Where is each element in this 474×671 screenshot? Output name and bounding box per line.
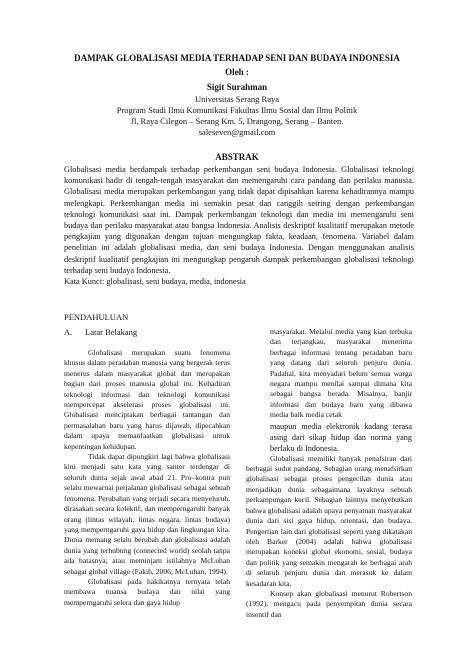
paper-title: DAMPAK GLOBALISASI MEDIA TERHADAP SENI DAN BUDAYA INDONESIA (74, 53, 400, 63)
abstract-text: Globalisasi media berdampak terhadap perkembangan seni budaya Indonesia. Globalisasi teknologi komunikasi hadir di tengah-tengah masyarakat dan memengaruhi cara pandang dan perilaku manusia. Globalisasi media merupakan perkembangan yang tidak dapat dipisahkan karena kehadirannya mampu melengkapi. Perkembangan media ini semakin pesat dan canggih seiring dengan perkembangan teknologi komunikasi saat ini. Dampak perkembangan teknologi dan media ini memengaruhi seni budaya dan perilaku masyarakat atau bangsa Indonesia. Analisis deskriptif kualitatif merupakan metode pengkajian yang digunakan dengan tujuan mengungkap fakta, keadaan, fenomena. Variabel dalam penelitian ini adalah globalisasi media, dan seni budaya Indonesia. Dengan menggunakan analisis deskriptif kualitatif pengkajian ini mengungkap pengaruh dampak perkembangan globalisasi teknologi terhadap seni budaya Indonesia. (64, 165, 414, 275)
abstract-body (64, 164, 414, 287)
keywords: Kata Kunci: globalisasi, seni budaya, media, indonesia (64, 277, 246, 287)
by-label: Oleh : (225, 67, 249, 77)
left-paragraph-3: Globalisasi pada hakikatnya ternyata telah membawa nuansa budaya dan nilai yang memperngaruhi selera dan gaya hidup (64, 576, 230, 607)
right-paragraph-1: masyarakat. Melalui media yang kian terbuka dan terjangkau, masyarakat menerima berbagai informasi tentang peradaban baru yang datang dari seluruh penjuru dunia. Padahal, kita menyadari belum semua warga negara mampu menilai sampai dimana kita sebagai bangsa berada. Misalnya, banjir informasi dan budaya baru yang dibawa media baik media cetak (270, 327, 412, 420)
affiliation-university: Universitas Serang Raya (194, 94, 280, 104)
author-email: saleseven@gmail.com (198, 127, 276, 137)
affiliation-program: Program Studi Ilmu Komunikasi Fakultas Ilmu Sosial dan Ilmu Politik (116, 105, 358, 115)
section-heading: PENDAHULUAN (64, 312, 129, 322)
abstract-heading: ABSTRAK (215, 152, 259, 162)
affiliation-address: Jl. Raya Cilegon – Serang Km. 5, Drangong, Serang – Banten. (130, 116, 344, 126)
author-name: Sigit Surahman (206, 82, 268, 92)
right-paragraph-2: maupun media elektronik kadang terasa asing dari sikap hidup dan norma yang berlaku di Indonesia. (270, 421, 412, 453)
left-column (64, 348, 230, 608)
right-paragraph-4: Konsep akan globalisasi menurut Robertson (1992), mengacu pada penyempitan dunia secara insentif dan (246, 588, 412, 619)
right-column (246, 327, 412, 620)
left-paragraph-1: Globalisasi merupakan suatu fenomena khusus dalam peradaban manusia yang bergerak terus menerus dalam masyarakat global dan merupakan bagian dari proses manusia global itu. Kehadiran teknologi informasi dan teknologi komunikasi mempercepat akselerasi proses globalisasi ini. Globalisasi menciptakan berbagai tantangan dan permasalahan baru yang harus dijawab, dipecahkan dalam upaya memanfaatkan globalisasi untuk kepentingan kehidupan. (64, 348, 230, 451)
left-paragraph-2: Tidak dapat dipungkiri lagi bahwa globalisasi kini menjadi satu kata yang santer terdengar di seluruh dunia sejak awal abad 21. Pro–kontra pun selalu mewarnai perjalanan globalisasi sebagai sebuah fenomena. Perubahan yang terjadi secara menyeluruh, dirasakan secara kolektif, dan memperngaruhi banyak orang (lintas wilayah, lintas negara, lintas budaya) yang memperngaruhi gaya hidup dan lingkungan kita. Dunia memang selalu berubah dan globalisasi adalah dunia yang terhubung (connected world) seolah tanpa ada batasnya; atau meminjam istilahnya McLuhan sebagai global village (Fakih, 2006; McLuhan, 1994). (64, 452, 230, 576)
right-paragraph-3: Globalisasi memiliki banyak penafsiran dari berbagai sudut pandang. Sebagian orang menafsirkan globalisasi sebagai proses pengecilan dunia atau menjadikan dunia sebagaimana layaknya sebuah perkampungan kecil. Sebagian lainnya menyebutkan bahwa globalisasi adalah upaya penyatuan masyarakat dunia dari sisi gaya hidup, orientasi, dan budaya. Pengertian lain dari globalisasi seperti yang dikatakan oleh Barker (2004) adalah bahwa globalisasi merupakan koneksi global ekonomi, sosial, budaya dan politik yang semakin mengarah ke berbagai arah di seluruh penjuru dunia dan merasuk ke dalam kesadaran kita. (246, 453, 412, 588)
subsection-heading: A. Latar Belakang (64, 327, 138, 337)
